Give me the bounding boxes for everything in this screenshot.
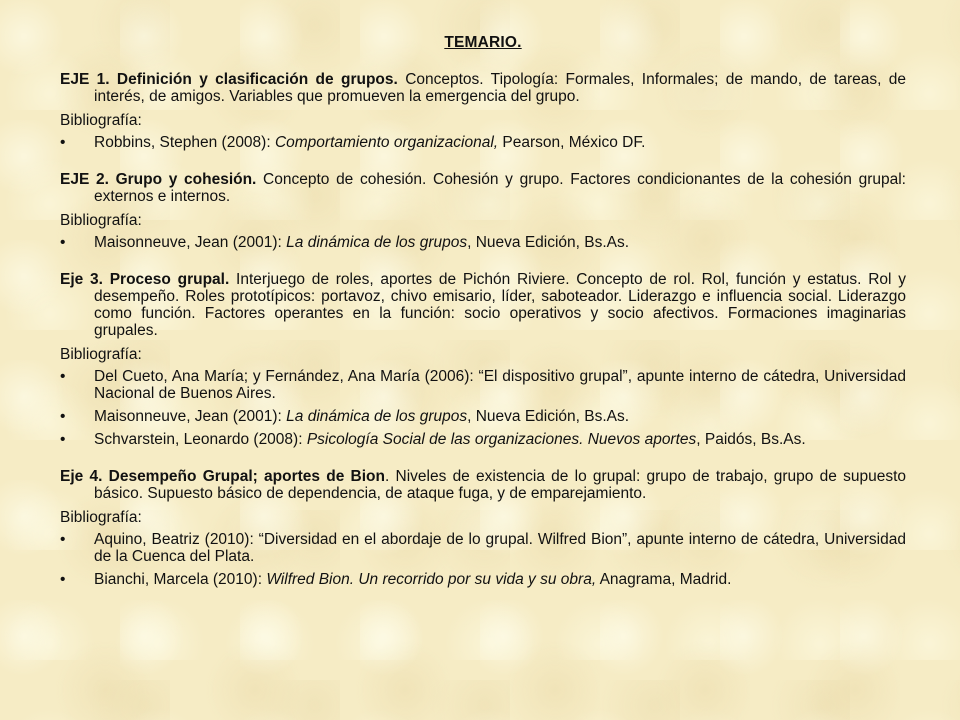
section-description [60,71,906,105]
reference-item [60,431,906,448]
reference-text: Robbins, Stephen (2008): [94,134,275,151]
reference-list [60,134,906,151]
reference-publisher: Pearson, México DF. [498,134,646,151]
reference-text: Schvarstein, Leonardo (2008): [94,431,307,448]
reference-title: Psicología Social de las organizaciones. Nuevos aportes [306,431,697,448]
section-eje-3 [60,271,906,448]
reference-text: Maisonneuve, Jean (2001): [94,234,287,251]
section-text: Interjuego de roles, aportes de Pichón Riviere. Concepto de rol. Rol, función y estatus. Rol y desempeño. Roles prototípicos: portavoz, chivo emisario, líder, saboteador. Liderazgo e influencia social. Liderazgo como función. Factores operantes en la función: socio operativos y socio afectivos. Formaciones imaginarias grupales. [94,271,906,339]
section-text: . Niveles de existencia de lo grupal: grupo de trabajo, grupo de supuesto básico. Supuesto básico de dependencia, de ataque fuga, y de emparejamiento. [94,468,906,502]
bullet-icon: • [60,408,66,425]
reference-item [60,571,906,588]
reference-item [60,234,906,251]
reference-item [60,408,906,425]
section-heading: EJE 1. Definición y clasificación de grupos. [60,71,398,88]
section-description [60,468,906,502]
reference-text: Del Cueto, Ana María; y Fernández, Ana María (2006): “El dispositivo grupal”, apunte interno de cátedra, Universidad Nacional de Buenos Aires. [94,368,906,402]
section-heading: Eje 3. Proceso grupal. [60,271,230,288]
section-eje-2 [60,171,906,251]
reference-text: Maisonneuve, Jean (2001): [94,408,287,425]
section-heading: Eje 4. Desempeño Grupal; aportes de Bion [60,468,385,485]
bullet-icon: • [60,531,66,548]
section-description [60,171,906,205]
reference-title: Comportamiento organizacional, [274,134,499,151]
section-eje-4 [60,468,906,588]
bullet-icon: • [60,431,66,448]
section-eje-1 [60,71,906,151]
bibliography-label: Bibliografía: [60,112,142,129]
reference-item [60,134,906,151]
section-heading: EJE 2. Grupo y cohesión. [60,171,257,188]
bibliography-label: Bibliografía: [60,509,142,526]
bibliography-label: Bibliografía: [60,346,142,363]
bullet-icon: • [60,368,66,385]
reference-text: Aquino, Beatriz (2010): “Diversidad en el abordaje de lo grupal. Wilfred Bion”, apunte interno de cátedra, Universidad de la Cuenca del Plata. [94,531,906,565]
reference-title: Wilfred Bion. Un recorrido por su vida y su obra, [266,571,597,588]
reference-item [60,368,906,402]
bullet-icon: • [60,134,66,151]
reference-publisher: Anagrama, Madrid. [596,571,732,588]
reference-publisher: , Nueva Edición, Bs.As. [467,234,630,251]
section-text: Conceptos. Tipología: Formales, Informales; de mando, de tareas, de interés, de amigos. Variables que promueven la emergencia del grupo. [94,71,906,105]
reference-item [60,531,906,565]
bibliography-label: Bibliografía: [60,212,142,229]
reference-publisher: , Paidós, Bs.As. [696,431,806,448]
reference-list [60,531,906,588]
reference-publisher: , Nueva Edición, Bs.As. [467,408,630,425]
reference-title: La dinámica de los grupos [286,234,468,251]
slide-title: TEMARIO. [444,34,522,51]
bullet-icon: • [60,234,66,251]
section-description [60,271,906,339]
bullet-icon: • [60,571,66,588]
reference-list [60,368,906,448]
section-text: Concepto de cohesión. Cohesión y grupo. Factores condicionantes de la cohesión grupal: externos e internos. [94,171,906,205]
reference-list [60,234,906,251]
reference-title: La dinámica de los grupos [286,408,468,425]
reference-text: Bianchi, Marcela (2010): [94,571,267,588]
